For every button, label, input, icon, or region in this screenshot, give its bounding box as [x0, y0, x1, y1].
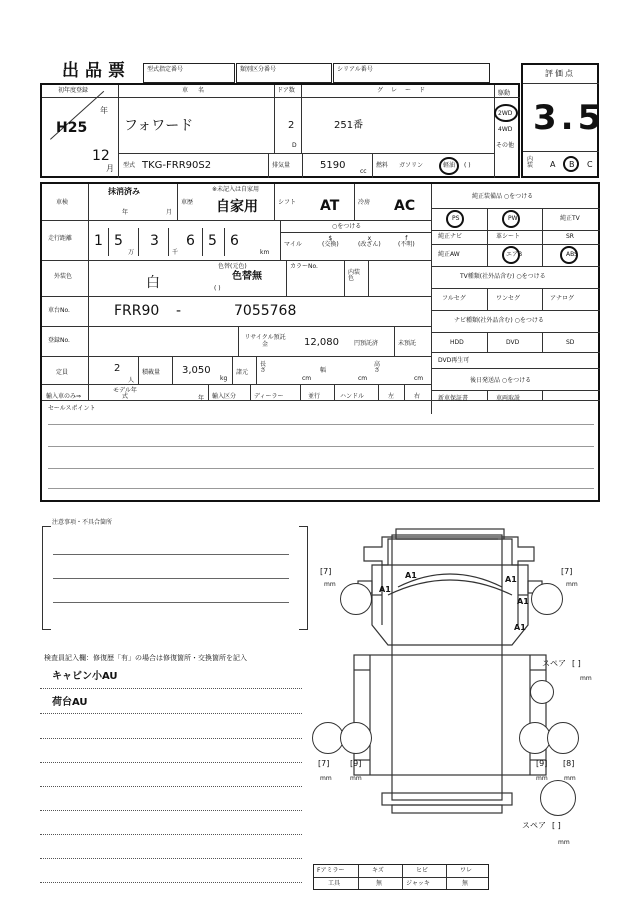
mileage-tamper: x (改ざん): [358, 235, 381, 248]
mileage-digit-4: 6: [186, 233, 195, 249]
interior-color-label: 内装色: [348, 269, 361, 282]
car-name-label: 車名: [182, 87, 215, 94]
tire-rl-outer-mm: mm: [320, 775, 332, 782]
option-navi: 純正ナビ: [438, 233, 463, 240]
navi-dvd-play: DVD再生可: [438, 357, 470, 364]
class-box: [236, 63, 332, 83]
mileage-digit-5: 5: [208, 233, 217, 249]
handle-label: ハンドル: [340, 393, 365, 400]
mileage-exchange: $ (交換): [322, 235, 339, 248]
usage-value: 自家用: [216, 199, 258, 215]
fuel-diesel: 軽油: [443, 162, 456, 169]
damage-a1-1: A1: [379, 585, 391, 594]
spare-2-label: スペア: [522, 821, 546, 830]
interior-b-circle: [563, 156, 579, 172]
damage-a1-2: A1: [405, 571, 417, 580]
chassis-label: 車台No.: [48, 307, 70, 314]
fuel-paren: ( ): [464, 162, 471, 169]
load-label: 積載量: [142, 369, 161, 376]
interior-c: C: [587, 160, 593, 169]
spare-1-mm: mm: [580, 675, 592, 682]
eval-score: 3.5: [533, 98, 606, 138]
usage-note: ※未記入は自家用: [212, 186, 260, 193]
handle-right: 右: [414, 393, 421, 400]
notes-bracket: [42, 526, 308, 630]
color-label: 外装色: [54, 273, 73, 280]
chassis-prefix: FRR90: [114, 303, 160, 319]
inspection-value: 抹消済み: [108, 187, 140, 196]
damage-a1-3: A1: [505, 575, 517, 584]
ac-label: 冷房: [358, 199, 371, 206]
inspector-label: 検査員記入欄：修復歴「有」の場合は修復箇所・交換箇所を記入: [44, 654, 247, 662]
load-unit: kg: [220, 375, 228, 382]
inspection-label: 車検: [56, 199, 69, 206]
tire-rl-inner-mm: mm: [350, 775, 362, 782]
capacity-unit: 人: [128, 377, 135, 384]
navi-sd: SD: [566, 339, 575, 346]
model-year-nen: 年: [198, 395, 205, 402]
tire-rr-inner-depth: [9]: [536, 759, 548, 768]
option-pw: PW: [508, 215, 518, 222]
details-box: [40, 182, 600, 502]
fuel-label: 燃料: [376, 162, 389, 169]
interior-a: A: [550, 160, 556, 169]
genuine-title: 純正装備品 ○をつける: [472, 193, 534, 200]
import-label: 輸入車のみ⇒: [46, 393, 82, 400]
drive-other: その他: [496, 142, 515, 149]
option-airbag: エアB: [506, 251, 523, 258]
later-manual: 車両取説: [496, 395, 521, 402]
option-leather: 革シート: [496, 233, 521, 240]
tv-analog: アナログ: [550, 295, 575, 302]
model-cert-label: 型式指定番号: [147, 66, 184, 73]
sales-point-label: セールスポイント: [48, 405, 96, 412]
later-warranty: 新車保証書: [438, 395, 469, 402]
ins-year: 年: [122, 209, 129, 216]
handle-left: 左: [388, 393, 395, 400]
tire-rr-outer-depth: [8]: [563, 759, 575, 768]
serial-label: シリアル番号: [337, 66, 373, 73]
import-parallel: 並行: [308, 393, 321, 400]
spare-2-mm: mm: [558, 839, 570, 846]
repaint-value: 色替無: [232, 271, 262, 282]
inspector-line-2: 荷台AU: [52, 697, 88, 708]
tv-fullseg: フルセグ: [442, 295, 466, 302]
eval-label: 評価点: [545, 69, 575, 78]
mileage-sen: 千: [172, 249, 179, 256]
fuel-gas: ガソリン: [399, 162, 424, 169]
tire-rr-outer-mm: mm: [564, 775, 576, 782]
capacity-label: 定員: [56, 369, 69, 376]
tire-fl-mm: mm: [324, 581, 336, 588]
tire-rl-outer-depth: [7]: [318, 759, 330, 768]
import-class-label: 輸入区分: [212, 393, 237, 400]
shift-value: AT: [320, 198, 340, 214]
inspector-line-1: キャビン小AU: [52, 671, 118, 682]
drive-2wd: 2WD: [498, 110, 513, 117]
height-cm: cm: [414, 375, 424, 382]
tire-fr-mm: mm: [566, 581, 578, 588]
navi-hdd: HDD: [450, 339, 464, 346]
option-ps: PS: [452, 215, 460, 222]
height-label: 高さ: [374, 361, 381, 374]
damage-a1-4: A1: [517, 597, 529, 606]
recycle-unpaid: 未預託: [398, 340, 417, 347]
doors-label: ドア数: [277, 87, 295, 94]
ac-value: AC: [394, 198, 416, 214]
registration-label: 登録No.: [48, 337, 70, 344]
damage-a1-5: A1: [514, 623, 526, 632]
model-year-label: モデル年式: [113, 387, 137, 400]
tire-rl-inner-depth: [9]: [350, 759, 362, 768]
mileage-man: 万: [128, 249, 135, 256]
reg-year: H25: [56, 120, 88, 136]
legend-table: [313, 864, 489, 890]
fuel-diesel-circle: [439, 157, 459, 175]
spare-1-label: スペア: [542, 659, 566, 668]
chassis-dash: -: [176, 303, 182, 319]
shift-label: シフト: [278, 199, 297, 206]
option-ps-circle: [446, 210, 464, 228]
mile-label: マイル: [284, 241, 302, 248]
legend-break: ワレ: [460, 867, 473, 874]
class-label: 類別区分番号: [240, 66, 277, 73]
option-aw: 純正AW: [438, 251, 460, 258]
month-kanji: 月: [106, 164, 114, 173]
mileage-digit-2: 5: [114, 233, 123, 249]
recycle-unit: 円預託済: [354, 340, 379, 347]
model-label: 型式: [123, 162, 136, 169]
legend-tools: 工具: [328, 880, 341, 887]
tire-rr-inner-mm: mm: [536, 775, 548, 782]
year-kanji: 年: [100, 106, 108, 115]
interior-label: 内装: [527, 156, 534, 169]
model-cert-box: [143, 63, 235, 83]
drive-4wd: 4WD: [498, 126, 513, 133]
wheel-fr: [531, 583, 563, 615]
color-no-label: カラーNo.: [290, 263, 318, 270]
spare-wheel-2: [540, 780, 576, 816]
legend-jack: ジャッキ: [406, 880, 430, 887]
tire-fl-depth: [7]: [320, 567, 332, 576]
repaint-label: 色替(元色): [218, 263, 247, 270]
grade-label: グレード: [377, 87, 434, 94]
mileage-label: 走行距離: [48, 235, 73, 242]
reg-month: 12: [92, 148, 110, 164]
recycle-label: リサイクル預託金: [244, 334, 286, 349]
mileage-digit-3: 3: [150, 233, 159, 249]
wheel-rr-outer: [547, 722, 579, 754]
serial-box: [333, 63, 490, 83]
navi-dvd: DVD: [506, 339, 520, 346]
drive-label: 駆動: [498, 90, 511, 97]
legend-tools-value: 無: [376, 880, 383, 887]
repaint-paren: ( ): [214, 285, 221, 292]
truck-diagram: [312, 525, 612, 865]
cc-unit: cc: [360, 168, 367, 175]
eval-box: [521, 63, 606, 178]
option-abs-circle: [560, 246, 578, 264]
wheel-rl-inner: [340, 722, 372, 754]
length-cm: cm: [302, 375, 312, 382]
mileage-digit-6: 6: [230, 233, 239, 249]
usage-label: 車歴: [181, 199, 194, 206]
first-reg-label: 初年度登録: [58, 87, 89, 94]
grade-value: 251番: [334, 120, 364, 131]
option-tv: 純正TV: [560, 215, 580, 222]
mileage-km: km: [260, 249, 270, 256]
tire-fr-depth: [7]: [561, 567, 573, 576]
car-name: フォワード: [124, 118, 194, 134]
model-value: TKG-FRR90S2: [142, 160, 212, 171]
mileage-digit-1: 1: [94, 233, 103, 249]
tv-type-title: TV種類(社外品含む) ○をつける: [460, 273, 546, 280]
spare-wheel-1: [530, 680, 554, 704]
dims-label: 諸元: [236, 369, 249, 376]
option-pw-circle: [502, 210, 520, 228]
doors-d: D: [292, 142, 297, 149]
legend-scratch: キズ: [372, 867, 384, 874]
interior-b: B: [569, 160, 575, 169]
load-value: 3,050: [182, 365, 211, 376]
length-label: 長さ: [260, 361, 267, 374]
mileage-circle-note: ○をつける: [332, 223, 362, 230]
option-sr: SR: [566, 233, 574, 240]
chassis-number: 7055768: [234, 303, 297, 319]
tv-oneseg: ワンセグ: [496, 295, 521, 302]
mileage-unknown: f (不明): [398, 235, 415, 248]
form-title: 出品票: [62, 61, 131, 81]
ins-month: 月: [166, 209, 173, 216]
option-airbag-circle: [502, 246, 523, 264]
width-cm: cm: [358, 375, 368, 382]
legend-f: Fアミラー: [317, 867, 345, 874]
drive-2wd-circle: [494, 104, 518, 122]
displacement-label: 排気量: [272, 162, 291, 169]
option-abs: ABS: [566, 251, 578, 258]
displacement-value: 5190: [320, 160, 346, 171]
wheel-fl: [340, 583, 372, 615]
color-value: 白: [146, 275, 160, 291]
legend-jack-value: 無: [462, 880, 469, 887]
recycle-amount: 12,080: [304, 337, 339, 348]
main-info-box: [40, 83, 520, 178]
legend-crack: ヒビ: [416, 867, 429, 874]
doors-value: 2: [288, 120, 295, 131]
capacity-value: 2: [114, 363, 121, 374]
import-dealer: ディーラー: [254, 393, 284, 400]
width-label: 幅: [320, 367, 327, 374]
later-title: 後日発送品 ○をつける: [470, 377, 532, 384]
spare-2-bracket: [ ]: [552, 821, 561, 830]
notes-label: 注意事項・不具合箇所: [52, 519, 113, 526]
spare-1-bracket: [ ]: [572, 659, 581, 668]
navi-type-title: ナビ種類(社外品含む) ○をつける: [454, 317, 544, 324]
